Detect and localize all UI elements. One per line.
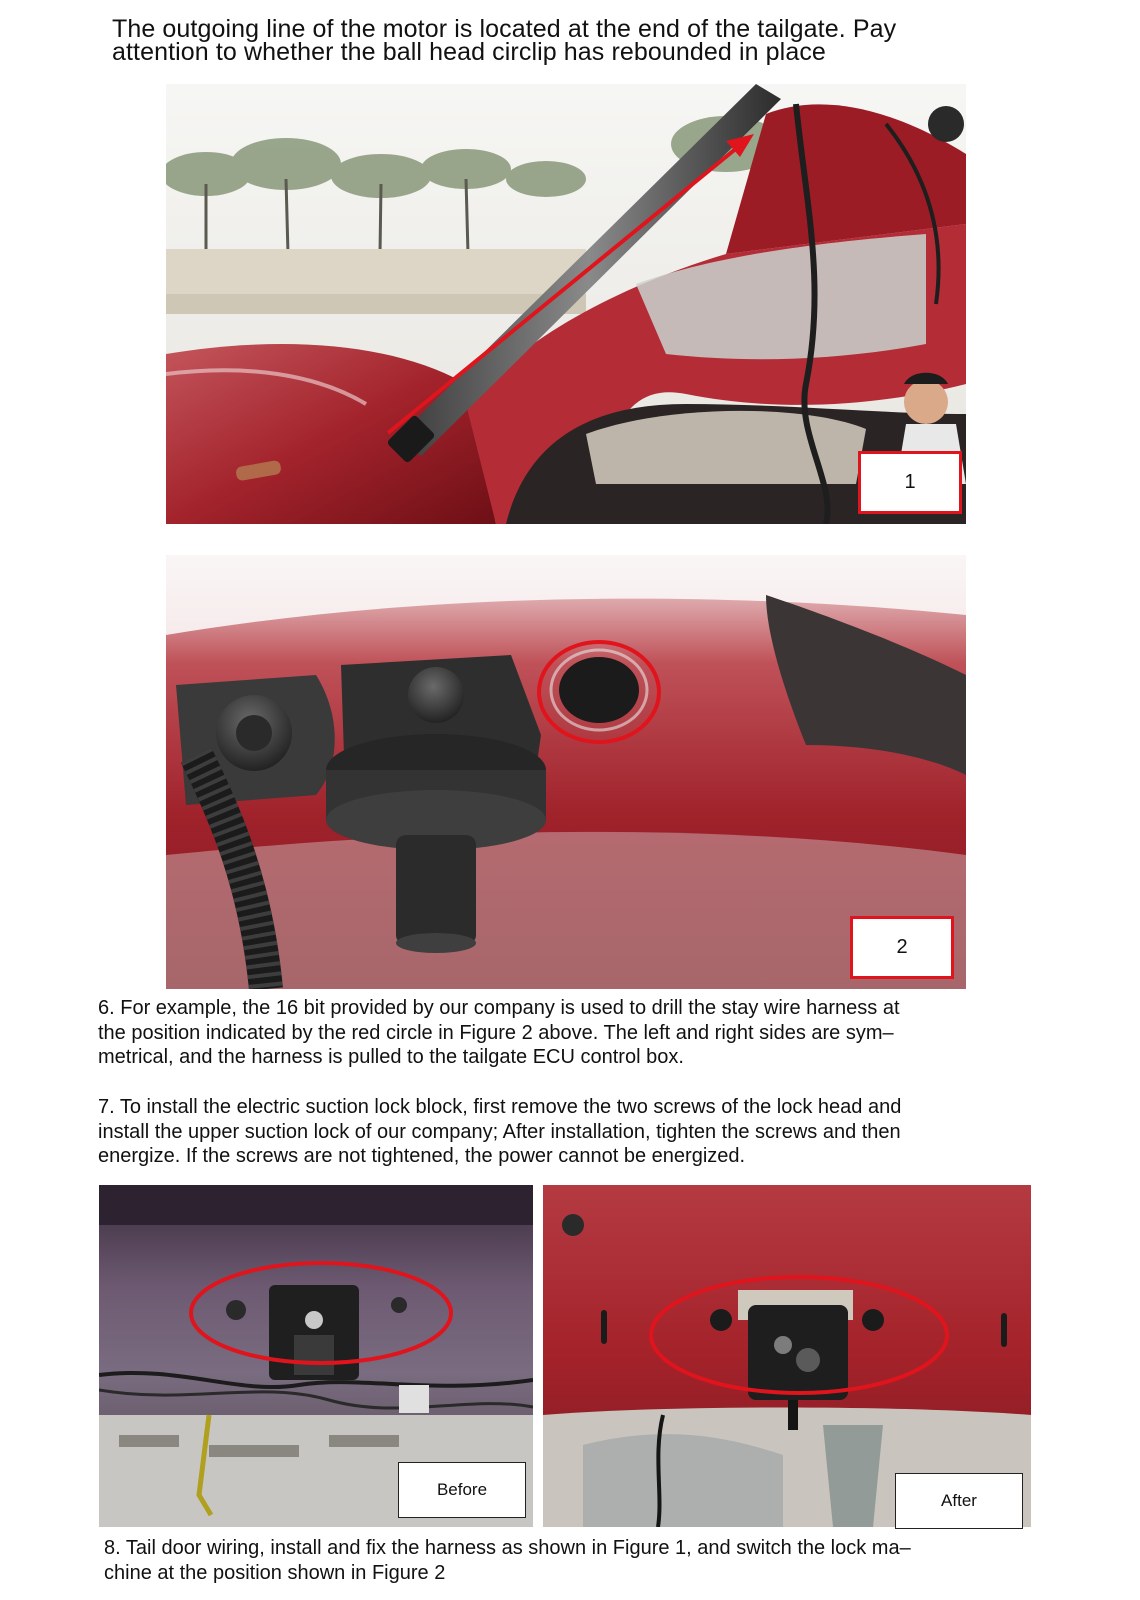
step-7-line-3: energize. If the screws are not tightened, the power cannot be energized. [98, 1145, 746, 1167]
step-7-line-1: 7. To install the electric suction lock block, first remove the two screws of the lock head and [98, 1096, 902, 1118]
heading-line-1: The outgoing line of the motor is located at the end of the tailgate. Pay [112, 15, 897, 43]
before-label: Before [398, 1462, 526, 1518]
step-7-text [98, 1095, 1038, 1169]
step-8-text [104, 1536, 1044, 1585]
page-heading [112, 15, 1012, 66]
figure-2-hinge-photo [166, 555, 966, 989]
step-6-text [98, 996, 1038, 1070]
figure-1-tailgate-strut-photo [166, 84, 966, 524]
figure-2-label: 2 [850, 916, 954, 979]
step-8-line-2: chine at the position shown in Figure 2 [104, 1561, 446, 1584]
step-6-line-3: metrical, and the harness is pulled to the tailgate ECU control box. [98, 1046, 684, 1068]
step-8-line-1: 8. Tail door wiring, install and fix the harness as shown in Figure 1, and switch the lock ma– [104, 1537, 911, 1559]
figure-1-label: 1 [858, 451, 962, 514]
step-7-line-2: install the upper suction lock of our company; After installation, tighten the screws and then [98, 1120, 901, 1143]
figure-1-illustration [166, 84, 966, 524]
heading-line-2: attention to whether the ball head circlip has rebounded in place [112, 38, 826, 66]
step-6-line-2: the position indicated by the red circle in Figure 2 above. The left and right sides are sym– [98, 1021, 894, 1044]
figure-2-illustration [166, 555, 966, 989]
step-6-line-1: 6. For example, the 16 bit provided by our company is used to drill the stay wire harness at [98, 997, 900, 1019]
after-label: After [895, 1473, 1023, 1529]
